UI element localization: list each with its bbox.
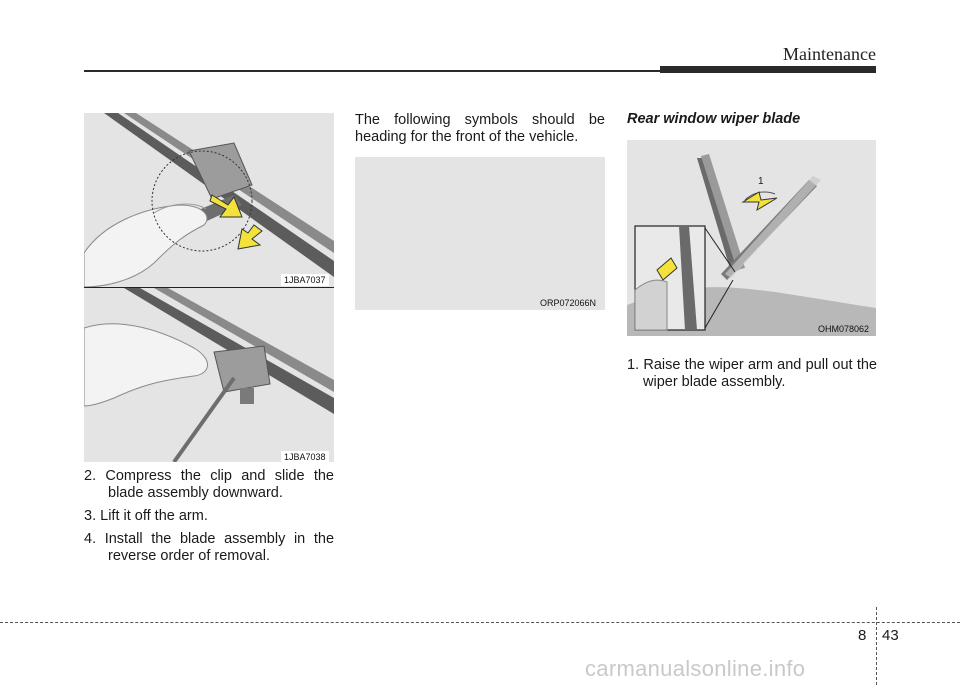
symbols-paragraph: The following symbols should be heading for the front of the vehicle. [355, 112, 605, 145]
footer-divider [0, 622, 960, 623]
step-text: Install the blade assembly in the reverse order of removal. [104, 531, 335, 564]
step-number: 2. [84, 468, 97, 484]
watermark: carmanualsonline.info [585, 656, 806, 681]
figure-code: 1JBA7037 [281, 274, 329, 286]
section-heading: Rear window wiper blade [627, 111, 801, 127]
wiper-clip-illustration [84, 113, 334, 287]
page-number: 43 [882, 627, 899, 644]
step-number: 4. [84, 531, 97, 547]
instruction-list [84, 468, 334, 571]
step-number: 1. [627, 357, 640, 373]
figure-wiper-blade-slide [84, 288, 334, 462]
figure-code: 1JBA7038 [281, 451, 329, 463]
list-item [84, 468, 334, 502]
chapter-number: 8 [858, 627, 867, 644]
header-rule [84, 70, 664, 72]
figure-code: ORP072066N [540, 298, 597, 308]
footer-page-divider [876, 607, 877, 685]
rear-wiper-illustration [627, 140, 876, 336]
figure-code: OHM078062 [818, 324, 870, 334]
header-rule-accent [660, 66, 876, 73]
rear-wiper-step [627, 357, 877, 391]
step-text: Raise the wiper arm and pull out the wiper blade assembly. [643, 357, 877, 390]
step-number: 3. [84, 508, 97, 524]
callout-number: 1 [758, 176, 764, 187]
wiper-blade-illustration [84, 288, 334, 462]
section-title: Maintenance [783, 44, 876, 64]
list-item [84, 531, 334, 565]
step-text: Compress the clip and slide the blade assembly downward. [105, 468, 334, 501]
figure-rear-wiper [627, 140, 876, 336]
figure-symbols [355, 157, 605, 310]
list-item [84, 508, 334, 525]
figure-wiper-clip-compress [84, 113, 334, 287]
step-text: Lift it off the arm. [100, 508, 208, 524]
